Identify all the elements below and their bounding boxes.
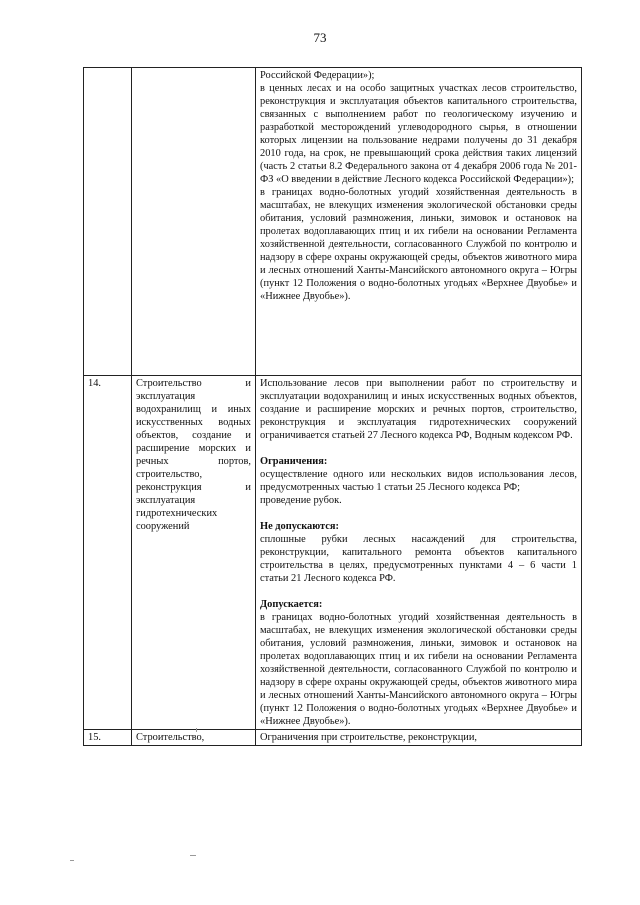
table-row [84,730,582,746]
prohibited-heading: Не допускаются: [260,521,339,532]
prohibited-item: сплошные рубки лесных насаждений для строительства, реконструкции, капитального ремонта объектов капитального строительства в целях, предусмотренных пунктами 4 – 6 части 1 статьи 21 Лесного кодекса РФ. [260,534,577,584]
intro-paragraph: Использование лесов при выполнении работ по строительству и эксплуатации водохранилищ и иных искусственных водных объектов, создание и расширение морских и речных портов, строительство, реконструкция и эксплуатация гидротехнических сооружений ограничивается статьей 27 Лесного кодекса РФ, Водным кодексом РФ. [260,378,577,441]
restrictions-cell [256,68,582,376]
row-number-cell: 14. [84,376,132,730]
table-row [84,68,582,376]
restriction-item: осуществление одного или нескольких видов использования лесов, предусмотренных частью 1 статьи 25 Лесного кодекса РФ; [260,469,577,493]
restrictions-cell [256,376,582,730]
paragraph: в ценных лесах и на особо защитных участках лесов строительство, реконструкция и эксплуатация объектов капитального строительства, связанных с выполнением работ по геологическому изучению и разработкой месторождений углеводородного сырья, в отношении которых лицензии на пользование недрами получены до 31 декабря 2010 года, на срок, не превышающий срока действия таких лицензий (часть 2 статьи 8.2 Федерального закона от 4 декабря 2006 года № 201-ФЗ «О введении в действие Лесного кодекса Российской Федерации»); [260,83,577,185]
use-type-cell [132,68,256,376]
forest-use-table [83,67,582,746]
row-number-cell [84,68,132,376]
restrictions-cell: Ограничения при строительстве, реконструкции, [256,730,582,746]
restriction-item: проведение рубок. [260,495,342,506]
row-number-cell: 15. [84,730,132,746]
page-number: 73 [313,30,327,45]
scan-speck [70,860,74,861]
allowed-item: в границах водно-болотных угодий хозяйственная деятельность в масштабах, не влекущих изменения экологической обстановки среды обитания, условий размножения, линьки, зимовок и остановок на пролетах водоплавающих птиц и их гибели на основании Регламента хозяйственной деятельности, согласованного Службой по контролю и надзору в сфере охраны окружающей среды, объектов животного мира и лесных отношений Ханты-Мансийского автономного округа – Югры (пункт 12 Положения о водно-болотных угодьях «Верхнее Двуобье» и «Нижнее Двуобье»). [260,612,577,727]
scan-speck [190,855,196,856]
allowed-heading: Допускается: [260,599,323,610]
table-row [84,376,582,730]
paragraph: Российской Федерации»); [260,70,375,81]
restrictions-heading: Ограничения: [260,456,328,467]
scan-speck [196,728,197,732]
paragraph: в границах водно-болотных угодий хозяйственная деятельность в масштабах, не влекущих изменения экологической обстановки среды обитания, условий размножения, линьки, зимовок и остановок на пролетах водоплавающих птиц и их гибели на основании Регламента хозяйственной деятельности, согласованного Службой по контролю и надзору в сфере охраны окружающей среды, объектов животного мира и лесных отношений Ханты-Мансийского автономного округа – Югры (пункт 12 Положения о водно-болотных угодьях «Верхнее Двуобье» и «Нижнее Двуобье»). [260,187,577,302]
use-type-cell: Строительство, [132,730,256,746]
use-type-cell: Строительство и эксплуатация водохранилищ и иных искусственных водных объектов, создание и расширение морских и речных портов, строительство, реконструкция и эксплуатация гидротехнических сооружений [132,376,256,730]
